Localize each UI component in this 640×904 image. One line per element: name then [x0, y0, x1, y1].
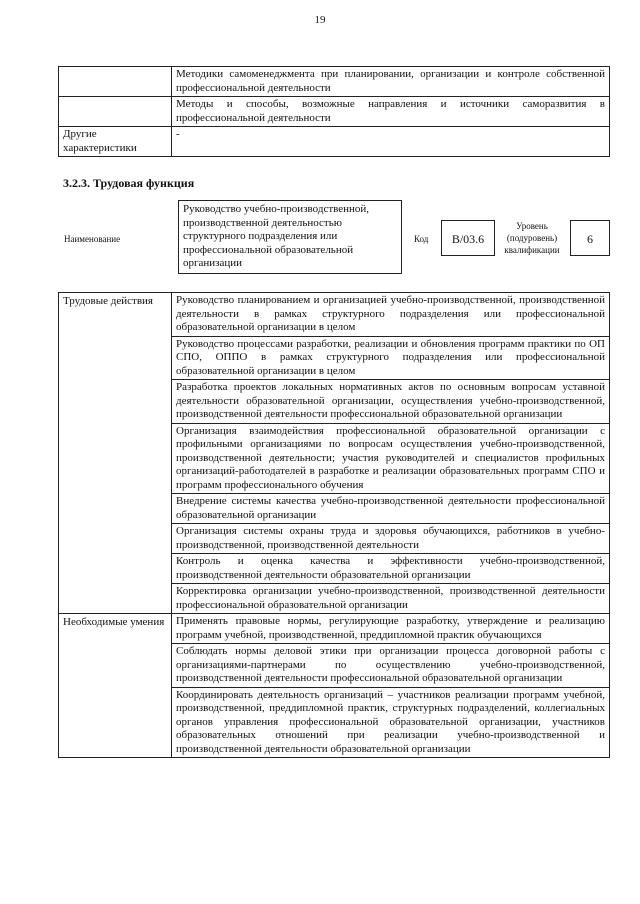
- function-code: В/03.6: [441, 220, 495, 256]
- other-characteristics-label: Другие характеристики: [59, 127, 172, 157]
- section-heading: 3.2.3. Трудовая функция: [63, 176, 195, 190]
- required-skills-label: Необходимые умения: [59, 614, 172, 758]
- function-header: [58, 200, 610, 278]
- top-table: [58, 66, 610, 157]
- function-name: Руководство учебно-производственной, производственной деятельностью структурного подразделения или профессиональной образовательной организации: [178, 200, 402, 274]
- name-label: Наименование: [64, 234, 121, 244]
- function-table: [58, 292, 610, 758]
- table-row: [59, 67, 610, 97]
- empty-label-cell: [59, 67, 172, 97]
- other-characteristics-value: -: [172, 127, 610, 157]
- labor-action-item: Разработка проектов локальных нормативных актов по основным вопросам уставной деятельности образовательной организации, осуществления учебно-производственной, производственной деятельности профессиональной образовательной организации: [172, 380, 610, 424]
- level-label: Уровень (подуровень) квалификации: [504, 221, 560, 255]
- empty-label-cell: [59, 97, 172, 127]
- labor-actions-label: Трудовые действия: [59, 293, 172, 614]
- table-row: [59, 97, 610, 127]
- page-number: 19: [314, 14, 326, 26]
- table-row: [59, 614, 610, 644]
- skill-item: Соблюдать нормы деловой этики при организации процесса договорной работы с организациями-партнерами по осуществлению учебно-производственной, производственной деятельности профессиональной образовательной организации: [172, 644, 610, 688]
- code-label: Код: [414, 234, 429, 244]
- qualification-level: 6: [570, 220, 610, 256]
- table-row: [59, 127, 610, 157]
- labor-action-item: Внедрение системы качества учебно-производственной деятельности профессиональной образовательной организации: [172, 494, 610, 524]
- labor-action-item: Контроль и оценка качества и эффективности учебно-производственной, производственной деятельности образовательной организации: [172, 554, 610, 584]
- labor-action-item: Руководство планированием и организацией учебно-производственной, производственной деятельности в рамках структурного подразделения или профессиональной образовательной организации в целом: [172, 293, 610, 337]
- table-row: [59, 293, 610, 337]
- labor-action-item: Организация взаимодействия профессиональной образовательной организации с профильными организациями по вопросам осуществления учебно-производственной, производственной деятельности; участия руководителей и специалистов профильных организаций-работодателей в разработке и реализации образовательных программ СПО и программ профессионального обучения: [172, 423, 610, 494]
- skill-item: Применять правовые нормы, регулирующие разработку, утверждение и реализацию программ учебной, производственной, преддипломной практик обучающихся: [172, 614, 610, 644]
- skill-item: Координировать деятельность организаций – участников реализации программ учебной, производственной, преддипломной практик, структурных подразделений, коллегиальных органов управления профессиональной образовательной организации, участников образовательных отношений при реализации учебно-производственной и производственной деятельности образовательной организации: [172, 687, 610, 758]
- table-cell: Методики самоменеджмента при планировании, организации и контроле собственной профессиональной деятельности: [172, 67, 610, 97]
- table-cell: Методы и способы, возможные направления и источники саморазвития в профессиональной деятельности: [172, 97, 610, 127]
- labor-action-item: Корректировка организации учебно-производственной, производственной деятельности профессиональной образовательной организации: [172, 584, 610, 614]
- labor-action-item: Организация системы охраны труда и здоровья обучающихся, работников в учебно-производственной, производственной деятельности: [172, 524, 610, 554]
- labor-action-item: Руководство процессами разработки, реализации и обновления программ практики по ОП СПО, ОППО в рамках структурного подразделения или профессиональной образовательной организации в целом: [172, 336, 610, 380]
